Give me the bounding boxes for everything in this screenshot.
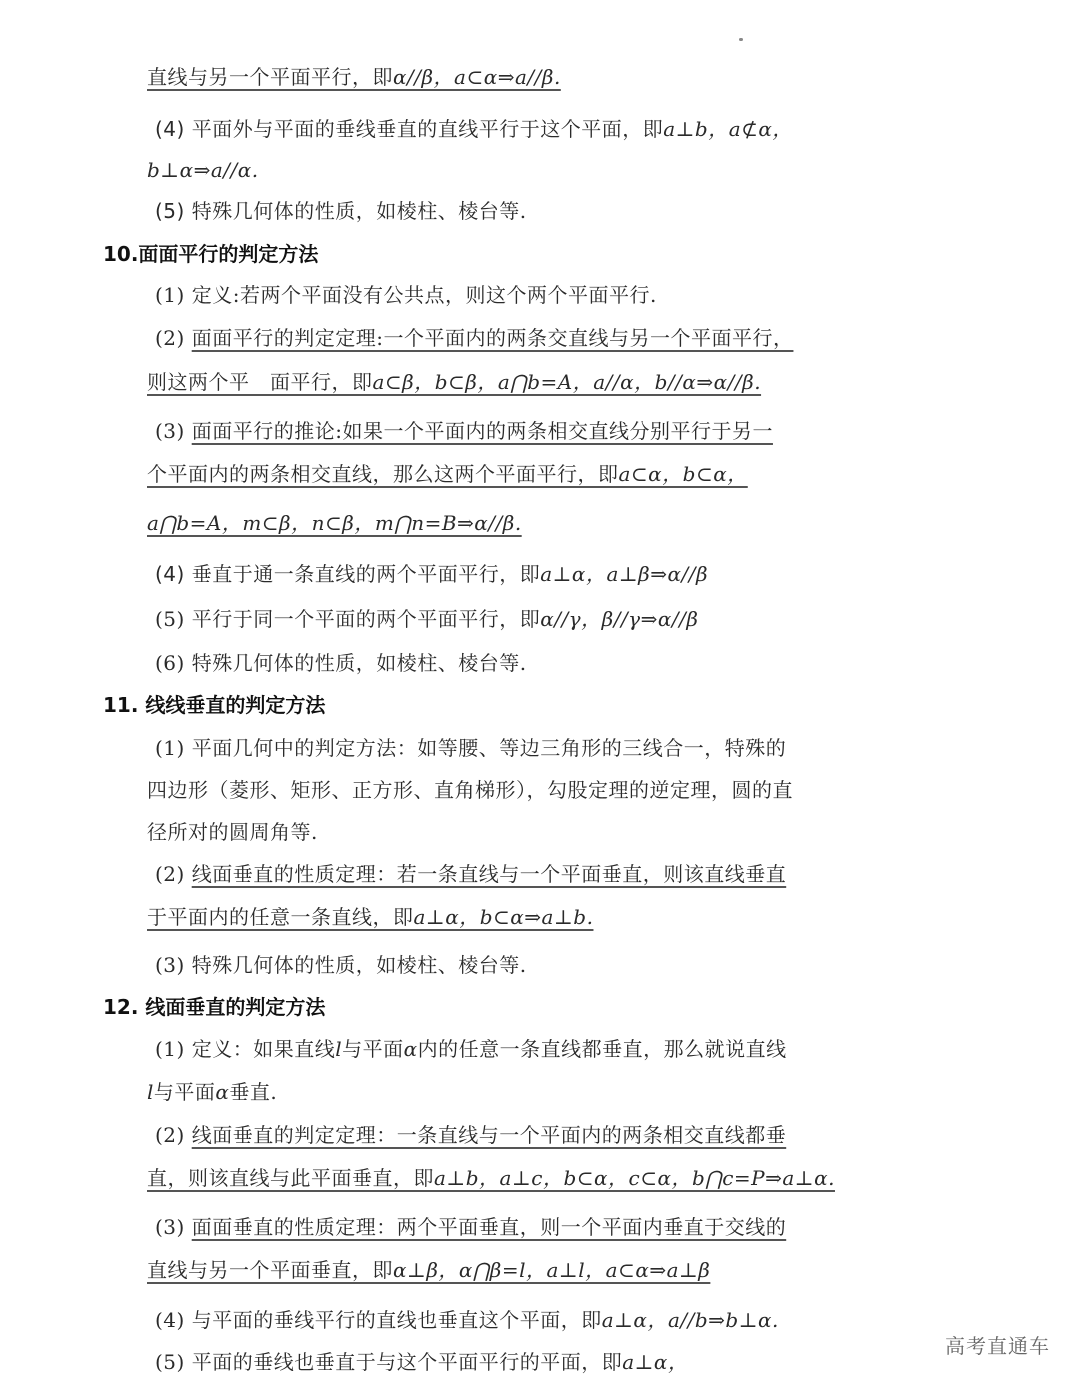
item-text: 于平面内的任意一条直线，即 — [147, 905, 414, 929]
s12-item5 — [155, 1349, 688, 1375]
item-label: (2) — [155, 862, 185, 886]
item-text: 个平面内的两条相交直线，那么这两个平面平行，即 — [147, 462, 619, 486]
item-label: (2) — [155, 326, 185, 350]
item-text: 直线与另一个平面垂直，即 — [147, 1258, 393, 1282]
item-label: (4) — [155, 562, 185, 586]
s10-item3-line3 — [147, 510, 522, 536]
item-text: 平面几何中的判定方法：如等腰、等边三角形的三线合一，特殊的 — [191, 736, 787, 760]
s12-item4 — [155, 1307, 779, 1333]
s12-item3-line2 — [147, 1257, 710, 1283]
item-label: (5) — [155, 607, 185, 631]
item-label: (6) — [155, 651, 185, 675]
watermark: 高考直通车 — [945, 1334, 1050, 1358]
item-math: a⊥α，a⊥β⇒α//β — [540, 562, 709, 586]
item-label: (3) — [155, 953, 185, 977]
item-math: a⋂b=A，m⊂β，n⊂β，m⋂n=B⇒α//β. — [147, 511, 522, 535]
item-text: 定义:若两个平面没有公共点，则这个两个平面平行. — [191, 283, 657, 307]
item-math: α — [403, 1037, 418, 1061]
item-label: (5) — [155, 1350, 185, 1374]
item-label: (3) — [155, 1215, 185, 1239]
item-label: (4) — [155, 1308, 185, 1332]
item-label: (5) — [155, 199, 185, 223]
item-label: (1) — [155, 736, 185, 760]
item-label: (1) — [155, 1037, 185, 1061]
section-12-title: 12. 线面垂直的判定方法 — [103, 995, 326, 1019]
item-text: 与平面的垂线平行的直线也垂直这个平面，即 — [191, 1308, 602, 1332]
section-11-title: 11. 线线垂直的判定方法 — [103, 693, 326, 717]
scan-speck — [739, 38, 743, 41]
s11-item3 — [155, 952, 527, 978]
s10-item3-line1 — [155, 418, 773, 444]
item-text: 线面垂直的判定定理：一条直线与一个平面内的两条相交直线都垂 — [191, 1123, 787, 1147]
item-text: 特殊几何体的性质，如棱柱、棱台等. — [191, 199, 527, 223]
s12-item2-line2 — [147, 1165, 835, 1191]
item-math: a⊥α， — [622, 1350, 689, 1374]
s12-item1-line1 — [155, 1036, 787, 1062]
item-math: α⊥β，α⋂β=l，a⊥l，a⊂α⇒a⊥β — [393, 1258, 711, 1282]
s11-item1-line2 — [147, 777, 793, 803]
s9-item5 — [155, 198, 527, 224]
s10-item4 — [155, 561, 708, 587]
s12-item3-line1 — [155, 1214, 786, 1240]
continuation-text: 直线与另一个平面平行，即 — [147, 65, 393, 89]
item-text: 与平面 — [153, 1080, 216, 1104]
item-text: 平行于同一个平面的两个平面平行，即 — [191, 607, 541, 631]
item-text: 与平面 — [342, 1037, 404, 1061]
section-10-title: 10.面面平行的判定方法 — [103, 242, 319, 266]
item-text: 面面垂直的性质定理：两个平面垂直，则一个平面内垂直于交线的 — [191, 1215, 787, 1239]
item-label: (2) — [155, 1123, 185, 1147]
s10-item2-line1 — [155, 325, 793, 351]
item-math: a⊥b，a⊥c，b⊂α，c⊂α，b⋂c=P⇒a⊥α. — [434, 1166, 835, 1190]
item-math: b⊥α⇒a//α. — [147, 158, 259, 182]
item-math: a⊥b，a⊄α， — [663, 117, 793, 141]
item-text: 垂直于通一条直线的两个平面平行，即 — [191, 562, 541, 586]
item-math: l — [335, 1037, 343, 1061]
s11-item2-line1 — [155, 861, 786, 887]
item-text: 平面外与平面的垂线垂直的直线平行于这个平面，即 — [191, 117, 664, 141]
item-math: a⊥α，b⊂α⇒a⊥b. — [413, 905, 594, 929]
s10-item2-line2 — [147, 369, 761, 395]
s9-item4-line1 — [155, 116, 793, 142]
s11-item2-line2 — [147, 904, 593, 930]
continuation-line — [147, 64, 561, 90]
item-label: (3) — [155, 419, 185, 443]
item-text: 定义：如果直线 — [191, 1037, 336, 1061]
item-text: 径所对的圆周角等. — [147, 820, 318, 844]
item-math: a⊂β，b⊂β，a⋂b=A，a//α，b//α⇒α//β. — [372, 370, 762, 394]
s11-item1-line3 — [147, 819, 318, 845]
item-math: l — [147, 1080, 154, 1104]
s10-item6 — [155, 650, 527, 676]
item-text: 特殊几何体的性质，如棱柱、棱台等. — [191, 651, 527, 675]
s10-item5 — [155, 606, 698, 632]
item-math: α//γ，β//γ⇒α//β — [540, 607, 699, 631]
item-text: 特殊几何体的性质，如棱柱、棱台等. — [191, 953, 527, 977]
item-text: 面面平行的判定定理:一个平面内的两条交直线与另一个平面平行， — [191, 326, 794, 350]
s9-item4-line2 — [147, 157, 259, 183]
item-text: 直，则该直线与此平面垂直，即 — [147, 1166, 434, 1190]
item-math: α — [215, 1080, 230, 1104]
item-math: a⊥α，a//b⇒b⊥α. — [601, 1308, 779, 1332]
s11-item1-line1 — [155, 735, 786, 761]
item-text: 面面平行的推论:如果一个平面内的两条相交直线分别平行于另一 — [191, 419, 773, 443]
continuation-math: α//β，a⊂α⇒a//β. — [393, 65, 561, 89]
s10-item3-line2 — [147, 461, 748, 487]
item-text: 内的任意一条直线都垂直，那么就说直线 — [417, 1037, 787, 1061]
item-text: 则这两个平 面平行，即 — [147, 370, 373, 394]
item-text: 平面的垂线也垂直于与这个平面平行的平面，即 — [191, 1350, 623, 1374]
s12-item2-line1 — [155, 1122, 786, 1148]
item-text: 线面垂直的性质定理：若一条直线与一个平面垂直，则该直线垂直 — [191, 862, 787, 886]
item-text: 四边形（菱形、矩形、正方形、直角梯形），勾股定理的逆定理，圆的直 — [147, 778, 793, 802]
s12-item1-line2 — [147, 1079, 277, 1105]
s10-item1 — [155, 282, 657, 308]
item-text: 垂直. — [229, 1080, 278, 1104]
item-label: (1) — [155, 283, 185, 307]
item-math: a⊂α，b⊂α， — [618, 462, 748, 486]
item-label: (4) — [155, 117, 185, 141]
